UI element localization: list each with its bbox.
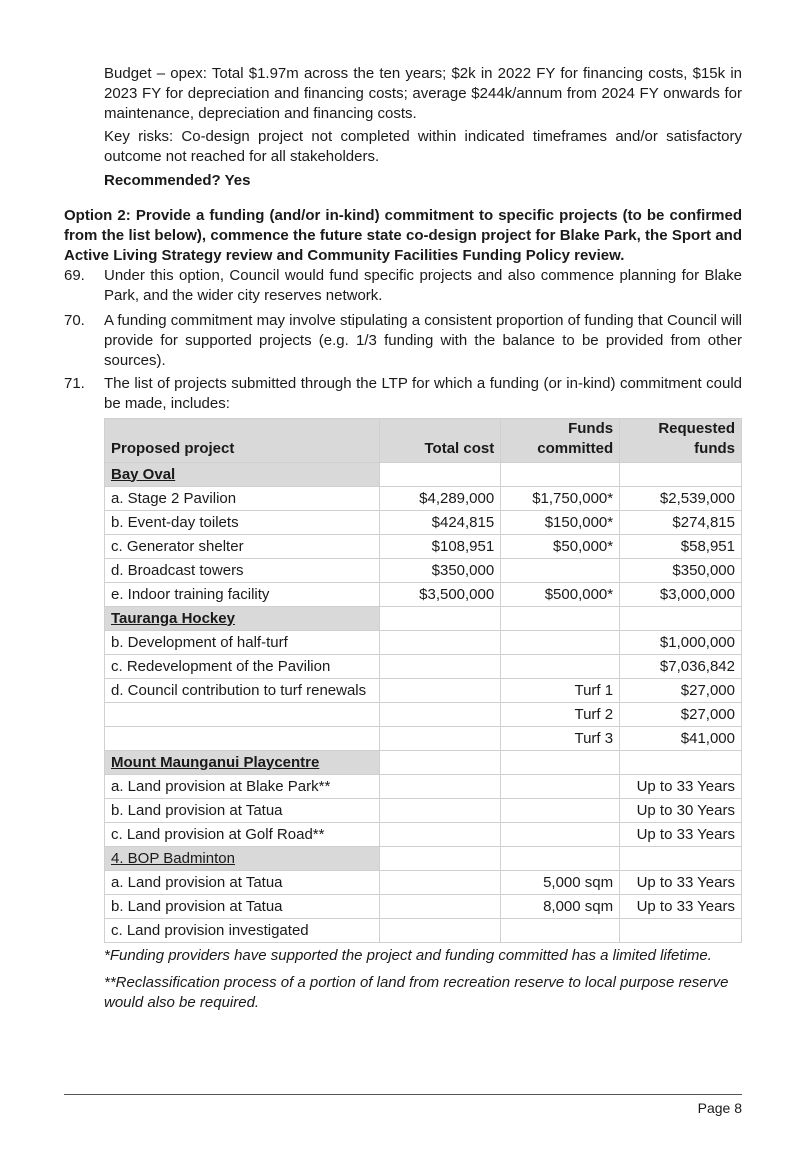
section-empty-cell — [620, 847, 742, 871]
table-row — [105, 487, 742, 511]
cell-total-cost — [380, 679, 501, 703]
cell-requested-funds: $1,000,000 — [620, 631, 742, 655]
cell-project: b. Land provision at Tatua — [105, 895, 380, 919]
cell-funds-committed: 5,000 sqm — [501, 871, 620, 895]
cell-project: d. Council contribution to turf renewals — [105, 679, 380, 703]
table-row — [105, 799, 742, 823]
section-empty-cell — [380, 607, 501, 631]
cell-total-cost: $3,500,000 — [380, 583, 501, 607]
cell-funds-committed: $150,000* — [501, 511, 620, 535]
cell-funds-committed — [501, 655, 620, 679]
table-section-row — [105, 751, 742, 775]
table-row — [105, 871, 742, 895]
cell-project: e. Indoor training facility — [105, 583, 380, 607]
cell-project: b. Development of half-turf — [105, 631, 380, 655]
cell-funds-committed: Turf 3 — [501, 727, 620, 751]
footer-rule — [64, 1094, 742, 1095]
cell-funds-committed: $1,750,000* — [501, 487, 620, 511]
cell-total-cost — [380, 775, 501, 799]
section-empty-cell — [380, 847, 501, 871]
table-section-row — [105, 607, 742, 631]
footnote-reclassification: **Reclassification process of a portion of land from recreation reserve to local purpose reserve would also be required. — [104, 974, 729, 1011]
cell-requested-funds: $274,815 — [620, 511, 742, 535]
cell-funds-committed: $500,000* — [501, 583, 620, 607]
cell-requested-funds: Up to 33 Years — [620, 823, 742, 847]
table-row — [105, 703, 742, 727]
cell-funds-committed: $50,000* — [501, 535, 620, 559]
table-row — [105, 895, 742, 919]
cell-project: b. Event-day toilets — [105, 511, 380, 535]
header-funds-committed-line2: committed — [537, 440, 614, 457]
cell-funds-committed — [501, 823, 620, 847]
option-2-heading: Option 2: Provide a funding (and/or in-kind) commitment to specific projects (to be confirmed from the list below), commence the future state co-design project for Blake Park, the Sport and Active Living Strategy review and Community Facilities Funding Policy review. — [64, 207, 742, 264]
table-row — [105, 631, 742, 655]
paragraph-number: 69. — [64, 267, 85, 284]
header-requested-funds-line1: Requested — [658, 420, 735, 437]
cell-requested-funds: $350,000 — [620, 559, 742, 583]
cell-funds-committed — [501, 799, 620, 823]
cell-requested-funds: $27,000 — [620, 679, 742, 703]
header-requested-funds — [620, 419, 742, 463]
cell-total-cost — [380, 703, 501, 727]
cell-project: d. Broadcast towers — [105, 559, 380, 583]
cell-total-cost: $350,000 — [380, 559, 501, 583]
cell-project: c. Land provision at Golf Road** — [105, 823, 380, 847]
cell-requested-funds: Up to 33 Years — [620, 871, 742, 895]
header-total-cost: Total cost — [380, 419, 501, 463]
table-row — [105, 655, 742, 679]
cell-project: c. Redevelopment of the Pavilion — [105, 655, 380, 679]
section-empty-cell — [380, 751, 501, 775]
cell-project: b. Land provision at Tatua — [105, 799, 380, 823]
budget-paragraph: Budget – opex: Total $1.97m across the ten years; $2k in 2022 FY for financing costs, $15k in 2023 FY for depreciation and financing costs; average $244k/annum from 2024 FY onwards for maintenance, depreciation and financing costs. — [104, 65, 742, 122]
table-row — [105, 559, 742, 583]
section-name: Mount Maunganui Playcentre — [105, 751, 380, 775]
section-empty-cell — [380, 463, 501, 487]
cell-funds-committed — [501, 559, 620, 583]
cell-requested-funds: $2,539,000 — [620, 487, 742, 511]
table-row — [105, 823, 742, 847]
table-row — [105, 775, 742, 799]
cell-project: a. Land provision at Tatua — [105, 871, 380, 895]
cell-project — [105, 703, 380, 727]
table-row — [105, 511, 742, 535]
cell-project: a. Land provision at Blake Park** — [105, 775, 380, 799]
cell-requested-funds: $3,000,000 — [620, 583, 742, 607]
cell-total-cost: $424,815 — [380, 511, 501, 535]
section-empty-cell — [620, 751, 742, 775]
section-empty-cell — [620, 607, 742, 631]
cell-project: a. Stage 2 Pavilion — [105, 487, 380, 511]
section-empty-cell — [501, 847, 620, 871]
cell-funds-committed: Turf 1 — [501, 679, 620, 703]
cell-total-cost: $108,951 — [380, 535, 501, 559]
cell-project — [105, 727, 380, 751]
paragraph-text: Under this option, Council would fund specific projects and also commence planning for Blake Park, and the wider city reserves network. — [104, 267, 742, 304]
cell-funds-committed — [501, 775, 620, 799]
cell-total-cost — [380, 655, 501, 679]
section-empty-cell — [501, 463, 620, 487]
cell-total-cost — [380, 871, 501, 895]
table-body — [105, 463, 742, 943]
cell-requested-funds: $7,036,842 — [620, 655, 742, 679]
recommended-line: Recommended? Yes — [104, 172, 251, 189]
footnote-funding: *Funding providers have supported the project and funding committed has a limited lifetime. — [104, 947, 712, 964]
table-row — [105, 535, 742, 559]
header-funds-committed — [501, 419, 620, 463]
section-empty-cell — [501, 607, 620, 631]
cell-total-cost — [380, 919, 501, 943]
cell-total-cost — [380, 895, 501, 919]
cell-project: c. Generator shelter — [105, 535, 380, 559]
cell-requested-funds — [620, 919, 742, 943]
cell-requested-funds: Up to 30 Years — [620, 799, 742, 823]
table-row — [105, 679, 742, 703]
section-name: Tauranga Hockey — [105, 607, 380, 631]
section-name: 4. BOP Badminton — [105, 847, 380, 871]
header-proposed-project: Proposed project — [105, 419, 380, 463]
table-row — [105, 583, 742, 607]
cell-requested-funds: $41,000 — [620, 727, 742, 751]
cell-project: c. Land provision investigated — [105, 919, 380, 943]
table-section-row — [105, 463, 742, 487]
cell-requested-funds: Up to 33 Years — [620, 775, 742, 799]
table-section-row — [105, 847, 742, 871]
page-number: Page 8 — [697, 1100, 742, 1116]
header-funds-committed-line1: Funds — [568, 420, 614, 437]
cell-requested-funds: $58,951 — [620, 535, 742, 559]
paragraph-text: The list of projects submitted through the LTP for which a funding (or in-kind) commitment could be made, includes: — [104, 375, 742, 412]
key-risks-paragraph: Key risks: Co-design project not completed within indicated timeframes and/or satisfactory outcome not reached for all stakeholders. — [104, 128, 742, 165]
paragraph-number: 71. — [64, 375, 85, 392]
cell-funds-committed: Turf 2 — [501, 703, 620, 727]
table-header-row — [105, 419, 742, 463]
table-row — [105, 727, 742, 751]
cell-total-cost — [380, 631, 501, 655]
paragraph-text: A funding commitment may involve stipulating a consistent proportion of funding that Council will provide for supported projects (e.g. 1/3 funding with the balance to be provided from other sources). — [104, 312, 742, 369]
cell-funds-committed — [501, 631, 620, 655]
section-name: Bay Oval — [105, 463, 380, 487]
cell-requested-funds: Up to 33 Years — [620, 895, 742, 919]
header-requested-funds-line2: funds — [694, 440, 735, 457]
table-row — [105, 919, 742, 943]
cell-total-cost — [380, 823, 501, 847]
section-empty-cell — [620, 463, 742, 487]
cell-total-cost — [380, 727, 501, 751]
cell-funds-committed: 8,000 sqm — [501, 895, 620, 919]
cell-total-cost: $4,289,000 — [380, 487, 501, 511]
cell-requested-funds: $27,000 — [620, 703, 742, 727]
section-empty-cell — [501, 751, 620, 775]
cell-funds-committed — [501, 919, 620, 943]
proposed-projects-table — [104, 418, 742, 943]
paragraph-number: 70. — [64, 312, 85, 329]
cell-total-cost — [380, 799, 501, 823]
